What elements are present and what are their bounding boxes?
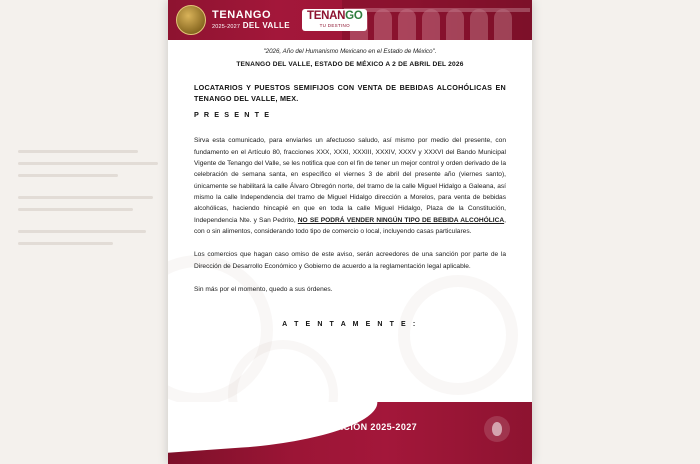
paragraph-1-part-b: , con o sin alimentos, considerando todo tipo de comercio o local, incluyendo casas particulares. (194, 216, 506, 235)
place-and-date: TENANGO DEL VALLE, ESTADO DE MÉXICO A 2 DE ABRIL DEL 2026 (236, 61, 464, 68)
town-name-block (212, 10, 290, 31)
paragraph-1 (194, 135, 506, 237)
paragraph-1-emphasis: NO SE PODRÁ VENDER NINGÚN TIPO DE BEBIDA ALCOHÓLICA (297, 216, 505, 224)
brand-logo-text (307, 11, 362, 23)
brand-logo-part2: GO (345, 10, 363, 22)
brand-logo-part1: TENAN (307, 10, 346, 22)
year-motto: "2026, Año del Humanismo Mexicano en el Estado de México". (263, 48, 437, 55)
document-card (168, 0, 532, 464)
addressee-block (194, 82, 506, 104)
document-footer (168, 402, 532, 464)
administration-label: ADMINISTRACIÓN 2025-2027 (282, 422, 418, 432)
town-name-line2-text: DEL VALLE (242, 20, 291, 30)
background-page-right (532, 0, 700, 464)
municipal-seal-icon (176, 5, 206, 35)
document-header (168, 0, 532, 40)
paragraph-1-part-a: Sirva esta comunicado, para enviarles un afectuoso saludo, así mismo por medio del presente, con fundamento en el Artículo 80, fracciones XXX, XXXI, XXXIII, XXXIV, XXXV y XXXVI del Bando Municipal Vigente de Tenango del Valle, se les notifica que con el fin de tener un mejor control y orden derivado de la celebración de semana santa, en específico el viernes 3 de abril del presente año (viernes santo), únicamente se habilitará la calle Álvaro Obregón norte, del tramo de la calle Miguel Hidalgo a Galeana, así mismo la calle Independencia del tramo de Miguel Hidalgo dirección a Morelos, para venta de bebidas alcohólicas, haciendo hincapié en que en toda la calle Miguel Hidalgo, Plaza de la Constitución, Independencia Nte. y San Pedrito, (194, 137, 506, 224)
document-body (168, 40, 532, 464)
town-name-line1: TENANGO (212, 8, 272, 21)
presente-label: P R E S E N T E (194, 110, 271, 120)
background-page-left (0, 0, 190, 464)
addressee-line-2: TENANGO DEL VALLE, MEX. (194, 94, 299, 104)
brand-logo (302, 9, 367, 31)
bird-emblem-icon (484, 416, 510, 442)
addressee-line-1: LOCATARIOS Y PUESTOS SEMIFIJOS CON VENTA DE BEBIDAS ALCOHÓLICAS EN (194, 83, 506, 92)
brand-logo-subtitle: TU DESTINO (319, 22, 350, 28)
paragraph-2: Los comercios que hagan caso omiso de este aviso, serán acreedores de una sanción por parte de la Dirección de Desarrollo Económico y Gobierno de acuerdo a la reglamentación legal aplicable. (194, 251, 506, 270)
signoff-label: A T E N T A M E N T E : (282, 321, 418, 329)
town-subtitle: 2025-2027 (212, 23, 241, 30)
paragraph-3: Sin más por el momento, quedo a sus órdenes. (194, 285, 333, 293)
town-name-line2 (212, 22, 290, 31)
